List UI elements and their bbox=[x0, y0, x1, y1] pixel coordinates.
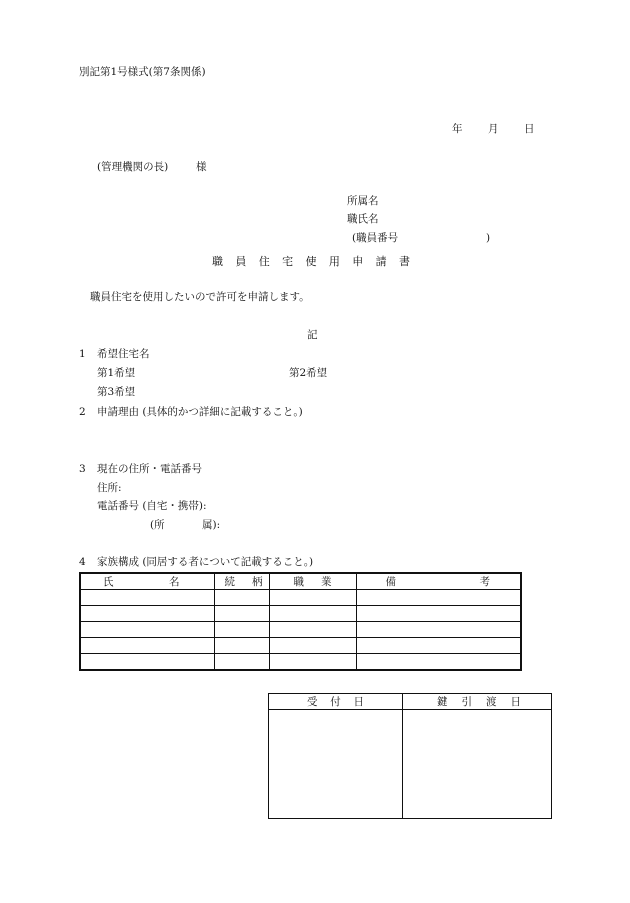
section-3-number: 3 bbox=[79, 463, 86, 475]
cell-occupation[interactable] bbox=[269, 654, 356, 671]
table-row bbox=[80, 606, 521, 622]
title-char: 申 bbox=[352, 255, 364, 268]
addressee-name: (管理機関の長) bbox=[97, 161, 169, 173]
cell-occupation[interactable] bbox=[269, 622, 356, 638]
cell-relation[interactable] bbox=[214, 622, 269, 638]
header-char: 鍵 bbox=[437, 696, 448, 708]
header-char: 付 bbox=[330, 696, 341, 708]
table-row bbox=[80, 654, 521, 671]
second-choice-label: 第2希望 bbox=[289, 367, 328, 379]
column-header-key-handover-date bbox=[403, 694, 552, 710]
column-header-name bbox=[80, 573, 214, 590]
cell-name[interactable] bbox=[80, 638, 214, 654]
cell-relation[interactable] bbox=[214, 654, 269, 671]
receipt-table-header bbox=[269, 694, 552, 710]
title-char: 員 bbox=[235, 255, 247, 268]
cell-relation[interactable] bbox=[214, 590, 269, 606]
title-char: 住 bbox=[258, 255, 270, 268]
title-char: 書 bbox=[399, 255, 410, 268]
cell-remarks[interactable] bbox=[356, 654, 521, 671]
position-name-label: 職氏名 bbox=[347, 213, 379, 225]
cell-remarks[interactable] bbox=[356, 606, 521, 622]
intro-text: 職員住宅を使用したいので許可を申請します。 bbox=[90, 291, 310, 303]
cell-name[interactable] bbox=[80, 622, 214, 638]
title-char: 職 bbox=[212, 255, 223, 268]
header-char: 氏 bbox=[103, 576, 114, 588]
table-row bbox=[80, 638, 521, 654]
section-1-heading: 希望住宅名 bbox=[97, 348, 150, 360]
family-table bbox=[79, 572, 522, 671]
ki-marker: 記 bbox=[307, 329, 318, 341]
section-2-heading: 申請理由 (具体的かつ詳細に記載すること。) bbox=[97, 406, 303, 418]
key-handover-date-cell[interactable] bbox=[403, 710, 552, 819]
cell-occupation[interactable] bbox=[269, 606, 356, 622]
header-char: 受 bbox=[307, 696, 318, 708]
section-4-number: 4 bbox=[79, 556, 86, 568]
office-phone-open: (所 bbox=[150, 519, 165, 531]
header-char: 考 bbox=[479, 576, 490, 588]
receipt-table bbox=[268, 693, 552, 819]
receipt-date-cell[interactable] bbox=[269, 710, 403, 819]
cell-relation[interactable] bbox=[214, 606, 269, 622]
header-char: 備 bbox=[385, 576, 396, 588]
phone-label: 電話番号 (自宅・携帯): bbox=[97, 500, 207, 512]
header-char: 続 bbox=[224, 576, 235, 588]
cell-name[interactable] bbox=[80, 590, 214, 606]
cell-occupation[interactable] bbox=[269, 638, 356, 654]
first-choice-label: 第1希望 bbox=[97, 367, 136, 379]
table-row bbox=[80, 622, 521, 638]
cell-remarks[interactable] bbox=[356, 638, 521, 654]
family-table-header bbox=[80, 573, 521, 590]
date-month-label: 月 bbox=[488, 123, 499, 135]
section-2-number: 2 bbox=[79, 406, 86, 418]
staff-number-open: (職員番号 bbox=[352, 232, 399, 244]
header-char: 柄 bbox=[252, 576, 263, 588]
third-choice-label: 第3希望 bbox=[97, 386, 136, 398]
header-char: 引 bbox=[461, 696, 472, 708]
cell-remarks[interactable] bbox=[356, 622, 521, 638]
cell-relation[interactable] bbox=[214, 638, 269, 654]
document-title bbox=[212, 256, 410, 267]
header-char: 業 bbox=[321, 576, 332, 588]
column-header-occupation bbox=[269, 573, 356, 590]
office-phone-close: 属): bbox=[202, 519, 221, 531]
receipt-table-body-row bbox=[269, 710, 552, 819]
affiliation-label: 所属名 bbox=[347, 195, 379, 207]
title-char: 請 bbox=[375, 255, 387, 268]
header-char: 名 bbox=[169, 576, 180, 588]
date-year-label: 年 bbox=[452, 123, 463, 135]
section-4-heading: 家族構成 (同居する者について記載すること。) bbox=[97, 556, 314, 568]
header-char: 日 bbox=[510, 696, 521, 708]
staff-number-close: ) bbox=[486, 232, 491, 244]
title-char: 宅 bbox=[282, 255, 294, 268]
column-header-remarks bbox=[356, 573, 521, 590]
title-char: 使 bbox=[305, 255, 317, 268]
cell-name[interactable] bbox=[80, 606, 214, 622]
table-row bbox=[80, 590, 521, 606]
form-label: 別記第1号様式(第7条関係) bbox=[79, 66, 206, 78]
section-3-heading: 現在の住所・電話番号 bbox=[97, 463, 202, 475]
column-header-relation bbox=[214, 573, 269, 590]
addressee-honorific: 様 bbox=[196, 161, 207, 173]
header-char: 日 bbox=[353, 696, 364, 708]
column-header-receipt-date bbox=[269, 694, 403, 710]
section-1-number: 1 bbox=[79, 348, 86, 360]
header-char: 渡 bbox=[486, 696, 497, 708]
address-label: 住所: bbox=[97, 482, 122, 494]
title-char: 用 bbox=[328, 255, 340, 268]
cell-occupation[interactable] bbox=[269, 590, 356, 606]
cell-remarks[interactable] bbox=[356, 590, 521, 606]
date-day-label: 日 bbox=[524, 123, 535, 135]
header-char: 職 bbox=[293, 576, 304, 588]
cell-name[interactable] bbox=[80, 654, 214, 671]
